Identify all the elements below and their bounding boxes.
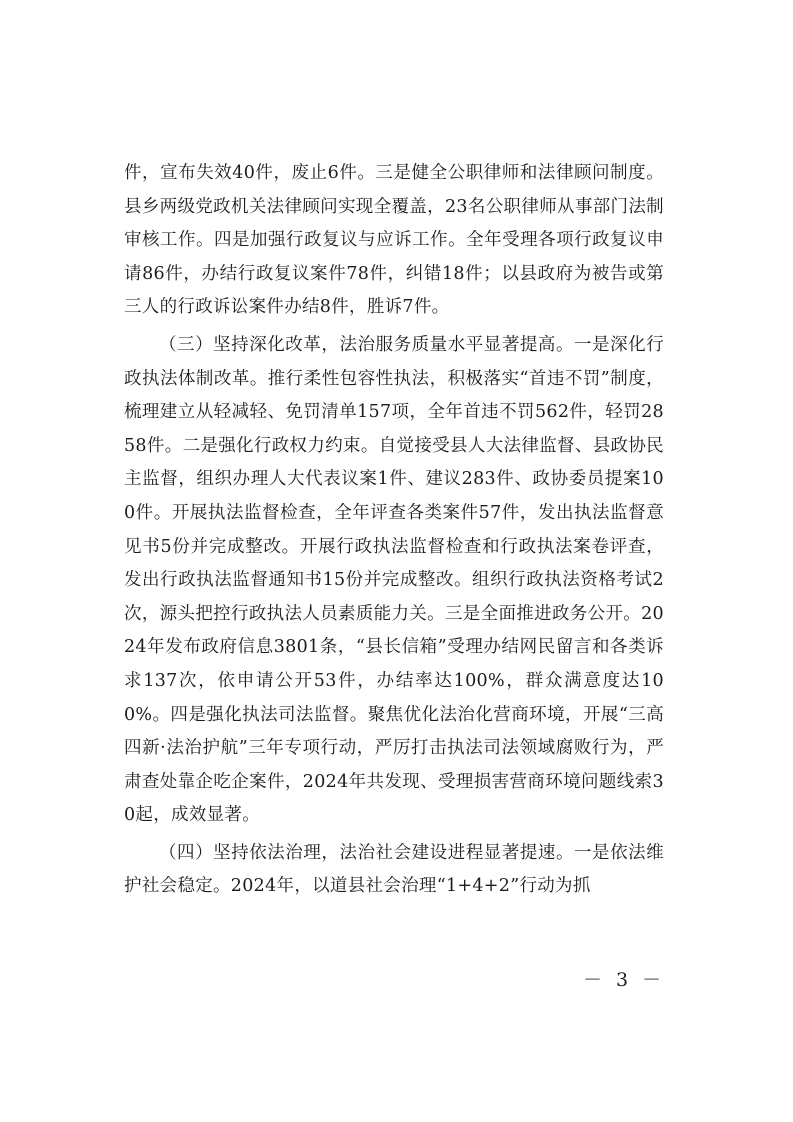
body-text — [124, 157, 664, 904]
paragraph-continuation: 件，宣布失效40件，废止6件。三是健全公职律师和法律顾问制度。县乡两级党政机关法律顾问实现全覆盖，23名公职律师从事部门法制审核工作。四是加强行政复议与应诉工作。全年受理各项行政复议申请86件，办结行政复议案件78件，纠错18件；以县政府为被告或第三人的行政诉讼案件办结8件，胜诉7件。 — [124, 163, 664, 318]
paragraph-section-three: （三）坚持深化改革，法治服务质量水平显著提高。一是深化行政执法体制改革。推行柔性包容性执法，积极落实“首违不罚”制度，梳理建立从轻减轻、免罚清单157项，全年首违不罚562件，轻罚2858件。二是强化行政权力约束。自觉接受县人大法律监督、县政协民主监督，组织办理人大代表议案1件、建议283件、政协委员提案100件。开展执法监督检查，全年评查各类案件57件，发出执法监督意见书5份并完成整改。开展行政执法监督检查和行政执法案卷评查，发出行政执法监督通知书15份并完成整改。组织行政执法资格考试2次，源头把控行政执法人员素质能力关。三是全面推进政务公开。2024年发布政府信息3801条，“县长信箱”受理办结网民留言和各类诉求137次，依申请公开53件，办结率达100%，群众满意度达100%。四是强化执法司法监督。聚焦优化法治化营商环境，开展“三高四新·法治护航”三年专项行动，严厉打击执法司法领域腐败行为，严肃查处靠企吃企案件，2024年共发现、受理损害营商环境问题线索30起，成效显著。 — [124, 334, 664, 826]
page-number: － 3 － — [583, 969, 666, 991]
paragraph-section-four: （四）坚持依法治理，法治社会建设进程显著提速。一是依法维护社会稳定。2024年，以道县社会治理“1+4+2”行动为抓 — [124, 842, 664, 897]
